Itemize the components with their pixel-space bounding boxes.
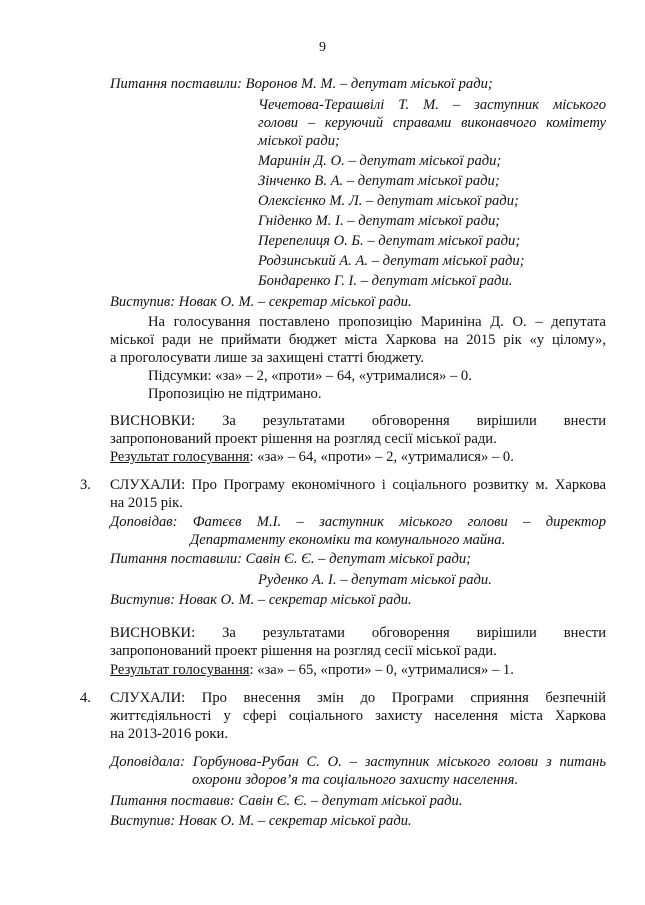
vote-result-value: : «за» – 64, «проти» – 2, «утрималися» – 0. (249, 449, 514, 465)
heard-line: СЛУХАЛИ: Про Програму економічного і соціального розвитку м. Харкова (110, 477, 606, 493)
heard-line: життєдіяльності у сфері соціального захисту населення міста Харкова (110, 708, 606, 724)
vote-text-line: а проголосувати лише за захищені статті бюджету. (110, 350, 424, 366)
vote-result-label: Результат голосування (110, 662, 250, 678)
raised-by-line: Олексієнко М. Л. – депутат міської ради; (258, 193, 519, 209)
spoke-line: Виступив: Новак О. М. – секретар міської ради. (110, 294, 412, 310)
raised-by-line: Чечетова-Терашвілі Т. М. – заступник міського (258, 97, 606, 113)
conclusions-line: запропонований проект рішення на розгляд сесії міської ради. (110, 431, 497, 447)
raised-by-label: Питання поставили: (110, 76, 242, 92)
speaker-line: Департаменту економіки та комунального майна. (190, 532, 506, 548)
speaker-line: Доповідала: Горбунова-Рубан С. О. – заступник міського голови з питань (110, 754, 606, 770)
spoke-line: Виступив: Новак О. М. – секретар міської ради. (110, 592, 412, 608)
conclusions-line: ВИСНОВКИ: За результатами обговорення вирішили внести (110, 413, 606, 429)
speaker-line: охорони здоров’я та соціального захисту населення. (192, 772, 519, 788)
raised-by-first (110, 75, 493, 93)
raised-by-line: Маринін Д. О. – депутат міської ради; (258, 153, 502, 169)
raised-by-line: Зінченко В. А. – депутат міської ради; (258, 173, 500, 189)
raised-by-line: Руденко А. І. – депутат міської ради. (258, 572, 492, 588)
not-supported-line: Пропозицію не підтримано. (148, 386, 322, 402)
conclusions-line: ВИСНОВКИ: За результатами обговорення вирішили внести (110, 625, 606, 641)
raised-by-line: Питання поставили: Савін Є. Є. – депутат міської ради; (110, 551, 472, 567)
heard-line: на 2013-2016 роки. (110, 726, 228, 742)
vote-text-line: міської ради не приймати бюджет міста Харкова на 2015 рік «у цілому», (110, 332, 606, 348)
raised-by-line: Родзинський А. А. – депутат міської ради; (258, 253, 525, 269)
raised-by-line: міської ради; (258, 133, 340, 149)
raised-by-line: Гніденко М. І. – депутат міської ради; (258, 213, 501, 229)
vote-text-line: На голосування поставлено пропозицію Мариніна Д. О. – депутата (148, 314, 606, 330)
vote-result-line (110, 661, 514, 679)
item-number: 3. (80, 477, 91, 493)
conclusions-line: запропонований проект рішення на розгляд сесії міської ради. (110, 643, 497, 659)
heard-line: на 2015 рік. (110, 495, 183, 511)
vote-result-label: Результат голосування (110, 449, 250, 465)
vote-result-line (110, 448, 514, 466)
page-number: 9 (319, 40, 326, 55)
raised-by-line: Питання поставив: Савін Є. Є. – депутат міської ради. (110, 793, 463, 809)
raised-by-name: Воронов М. М. – депутат міської ради; (245, 76, 493, 92)
vote-result-value: : «за» – 65, «проти» – 0, «утрималися» – 1. (249, 662, 514, 678)
heard-line: СЛУХАЛИ: Про внесення змін до Програми сприяння безпечній (110, 690, 606, 706)
item-number: 4. (80, 690, 91, 706)
raised-by-line: Перепелиця О. Б. – депутат міської ради; (258, 233, 521, 249)
speaker-line: Доповідав: Фатєєв М.І. – заступник міського голови – директор (110, 514, 606, 530)
totals-line: Підсумки: «за» – 2, «проти» – 64, «утрималися» – 0. (148, 368, 472, 384)
spoke-line: Виступив: Новак О. М. – секретар міської ради. (110, 813, 412, 829)
raised-by-line: Бондаренко Г. І. – депутат міської ради. (258, 273, 513, 289)
raised-by-line: голови – керуючий справами виконавчого комітету (258, 115, 606, 131)
